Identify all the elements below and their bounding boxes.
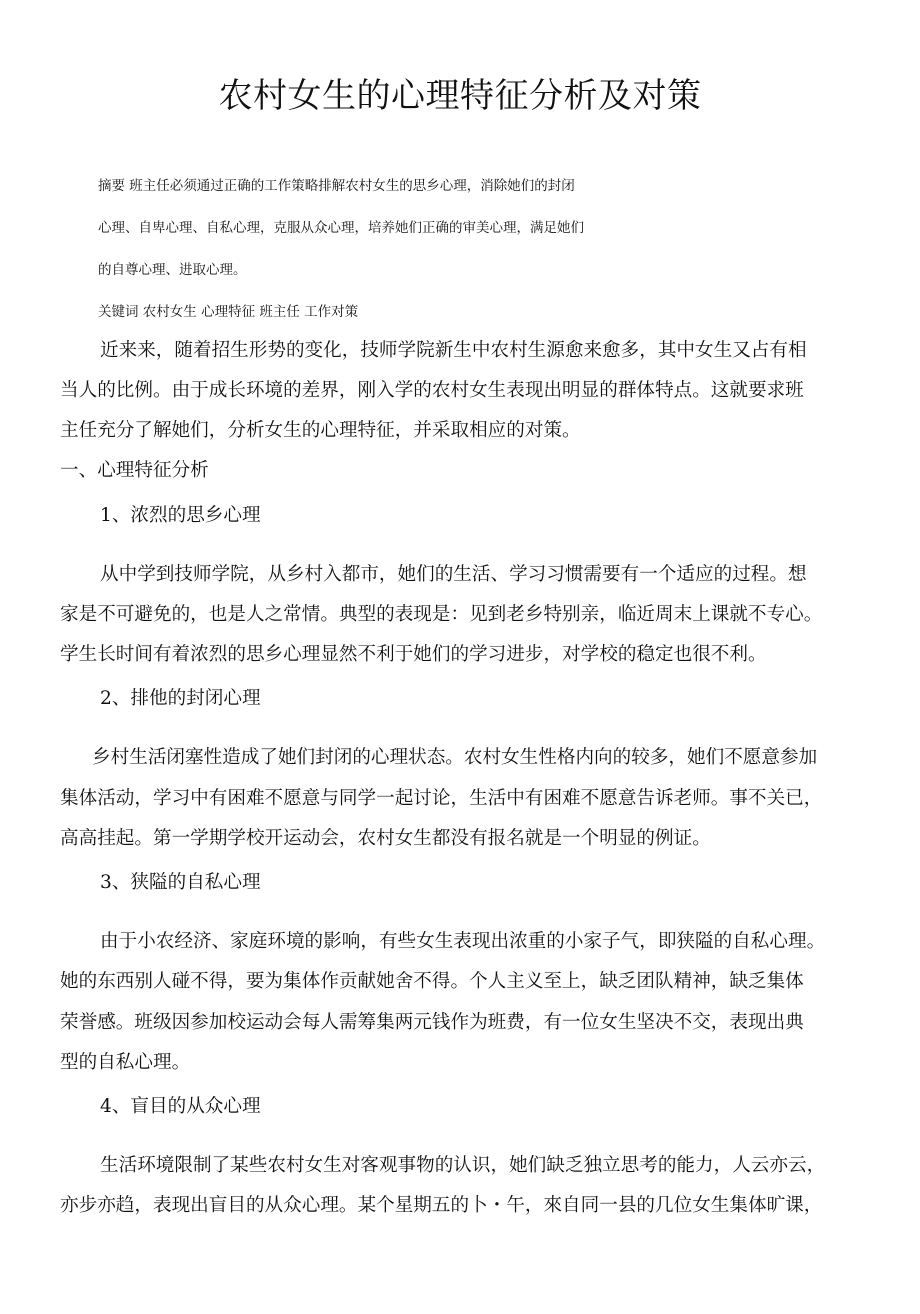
paragraph-line: 亦步亦趋，表现出盲目的从众心理。某个星期五的卜・午，來自同一县的几位女生集体旷课，	[60, 1195, 823, 1216]
paragraph-line: 高高挂起。第一学期学校开运动会，农村女生都没有报名就是一个明显的例证。	[60, 828, 711, 849]
paragraph-line: 乡村生活闭塞性造成了她们封闭的心理状态。农村女生性格内向的较多，她们不愿意参加	[92, 747, 818, 768]
paragraph-line: 主任充分了解她们，分析女生的心理特征，并采取相应的对策。	[60, 420, 581, 441]
keywords-line: 关键词 农村女生 心理特征 班主任 工作对策	[98, 304, 359, 320]
paragraph-line: 型的自私心理。	[60, 1052, 191, 1073]
paragraph-line: 集体活动，学习中有困难不愿意与同学一起讨论，生活中有困难不愿意告诉老师。事不关已，	[60, 788, 823, 809]
section-heading: 一、心理特征分析	[60, 460, 209, 481]
paragraph-line: 生活环境限制了某些农村女生对客观事物的认识，她们缺乏独立思考的能力，人云亦云，	[100, 1155, 826, 1176]
paragraph-line: 荣誉感。班级因参加校运动会每人需筹集两元钱作为班费，有一位女生坚决不交，表现出典	[60, 1012, 804, 1033]
paragraph-line: 她的东西别人碰不得，要为集体作贡献她舍不得。个人主义至上，缺乏团队精神，缺乏集体	[60, 971, 804, 992]
abstract-line: 的自尊心理、进取心理。	[98, 262, 247, 278]
subsection-heading: 3、狭隘的自私心理	[100, 872, 261, 893]
paragraph-line: 当人的比例。由于成长环境的差界，刚入学的农村女生表现出明显的群体特点。这就要求班	[60, 380, 804, 401]
subsection-heading: 1、浓烈的思乡心理	[100, 505, 261, 526]
paragraph-line: 由于小农经济、家庭环境的影响，有些女生表现出浓重的小家子气，即狭隘的自私心理。	[100, 931, 826, 952]
abstract-line: 摘要 班主任必须通过正确的工作策略排解农村女生的思乡心理，消除她们的封闭	[98, 178, 575, 194]
paragraph-line: 学生长时间有着浓烈的思乡心理显然不利于她们的学习进步，对学校的稳定也很不利。	[60, 644, 767, 665]
abstract-line: 心理、自卑心理、自私心理，克服从众心理，培养她们正确的审美心理，满足她们	[98, 220, 584, 236]
paragraph-line: 近来来，随着招生形势的变化，技师学院新生中农村生源愈来愈多，其中女生又占有相	[100, 340, 807, 361]
page-title: 农村女生的心理特征分析及对策	[218, 76, 702, 116]
paragraph-line: 从中学到技师学院，从乡村入都市，她们的生活、学习习惯需要有一个适应的过程。想	[100, 564, 807, 585]
subsection-heading: 2、排他的封闭心理	[100, 688, 261, 709]
subsection-heading: 4、盲目的从众心理	[100, 1096, 261, 1117]
paragraph-line: 家是不可避免的，也是人之常情。典型的表现是：见到老乡特别亲，临近周末上课就不专心。	[60, 604, 823, 625]
